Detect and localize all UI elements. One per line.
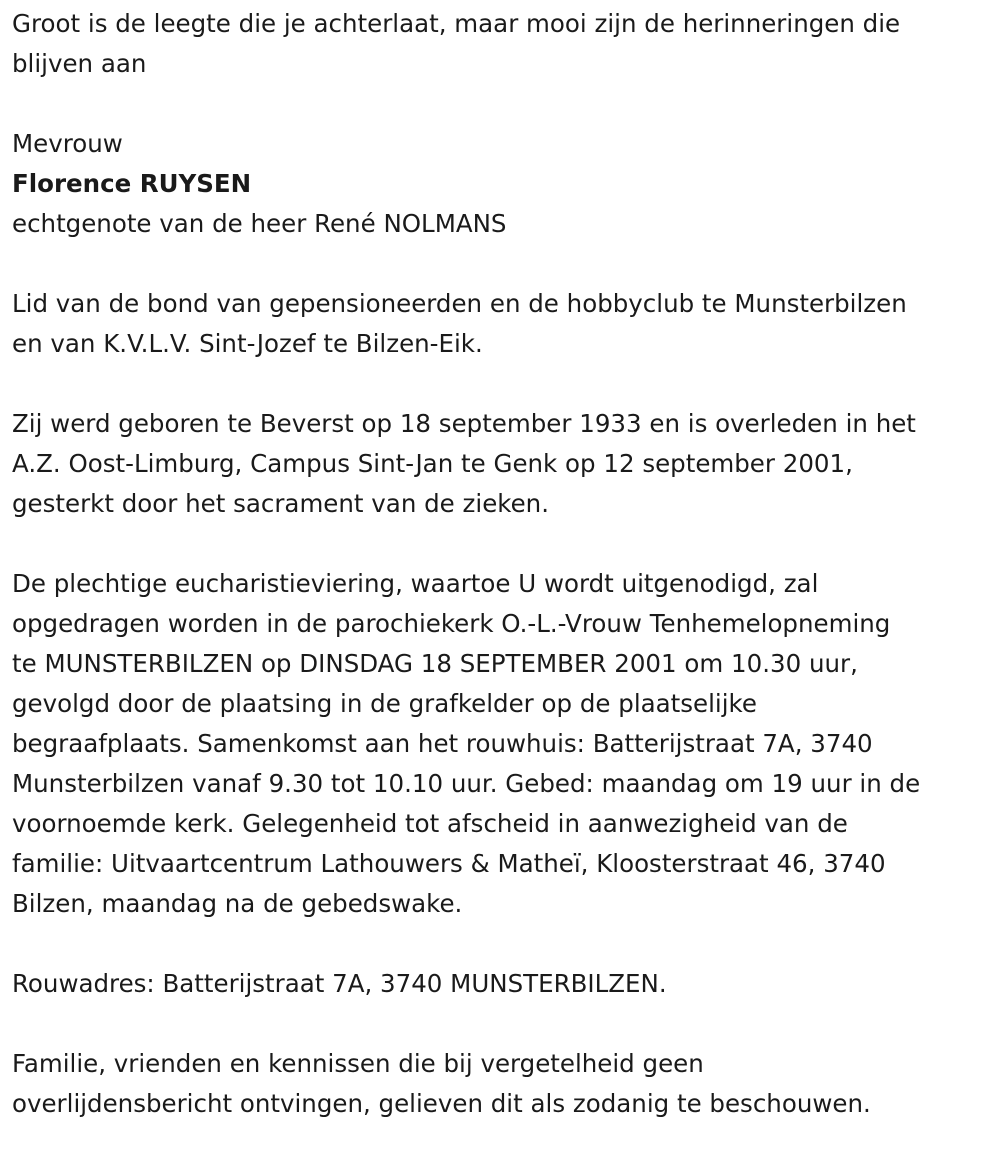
life-paragraph [12,404,988,524]
deceased-spouse: echtgenote van de heer René NOLMANS [12,209,507,238]
mourning-address: Rouwadres: Batterijstraat 7A, 3740 MUNSTERBILZEN. [12,969,667,998]
closing-line: overlijdensbericht ontvingen, gelieven dit als zodanig te beschouwen. [12,1089,871,1118]
address-paragraph [12,964,988,1004]
motto [12,4,988,84]
ceremony-line: opgedragen worden in de parochiekerk O.-L.-Vrouw Tenhemelopneming [12,609,891,638]
ceremony-line: De plechtige eucharistieviering, waartoe U wordt uitgenodigd, zal [12,569,819,598]
obituary [12,4,988,1124]
life-line: Zij werd geboren te Beverst op 18 september 1933 en is overleden in het [12,409,916,438]
life-line: A.Z. Oost-Limburg, Campus Sint-Jan te Genk op 12 september 2001, [12,449,853,478]
deceased-name: Florence RUYSEN [12,169,252,198]
ceremony-line: te MUNSTERBILZEN op DINSDAG 18 SEPTEMBER 2001 om 10.30 uur, [12,649,858,678]
motto-line: blijven aan [12,49,147,78]
closing-line: Familie, vrienden en kennissen die bij vergetelheid geen [12,1049,704,1078]
ceremony-line: familie: Uitvaartcentrum Lathouwers & Matheï, Kloosterstraat 46, 3740 [12,849,886,878]
closing-paragraph [12,1044,988,1124]
deceased-info [12,124,988,244]
ceremony-line: Munsterbilzen vanaf 9.30 tot 10.10 uur. Gebed: maandag om 19 uur in de [12,769,921,798]
ceremony-line: voornoemde kerk. Gelegenheid tot afscheid in aanwezigheid van de [12,809,848,838]
ceremony-line: gevolgd door de plaatsing in de grafkelder op de plaatselijke [12,689,757,718]
ceremony-paragraph [12,564,988,924]
deceased-title: Mevrouw [12,129,123,158]
membership-line: en van K.V.L.V. Sint-Jozef te Bilzen-Eik. [12,329,483,358]
membership-line: Lid van de bond van gepensioneerden en de hobbyclub te Munsterbilzen [12,289,907,318]
membership-paragraph [12,284,988,364]
motto-line: Groot is de leegte die je achterlaat, maar mooi zijn de herinneringen die [12,9,901,38]
ceremony-line: Bilzen, maandag na de gebedswake. [12,889,463,918]
life-line: gesterkt door het sacrament van de zieken. [12,489,549,518]
ceremony-line: begraafplaats. Samenkomst aan het rouwhuis: Batterijstraat 7A, 3740 [12,729,873,758]
